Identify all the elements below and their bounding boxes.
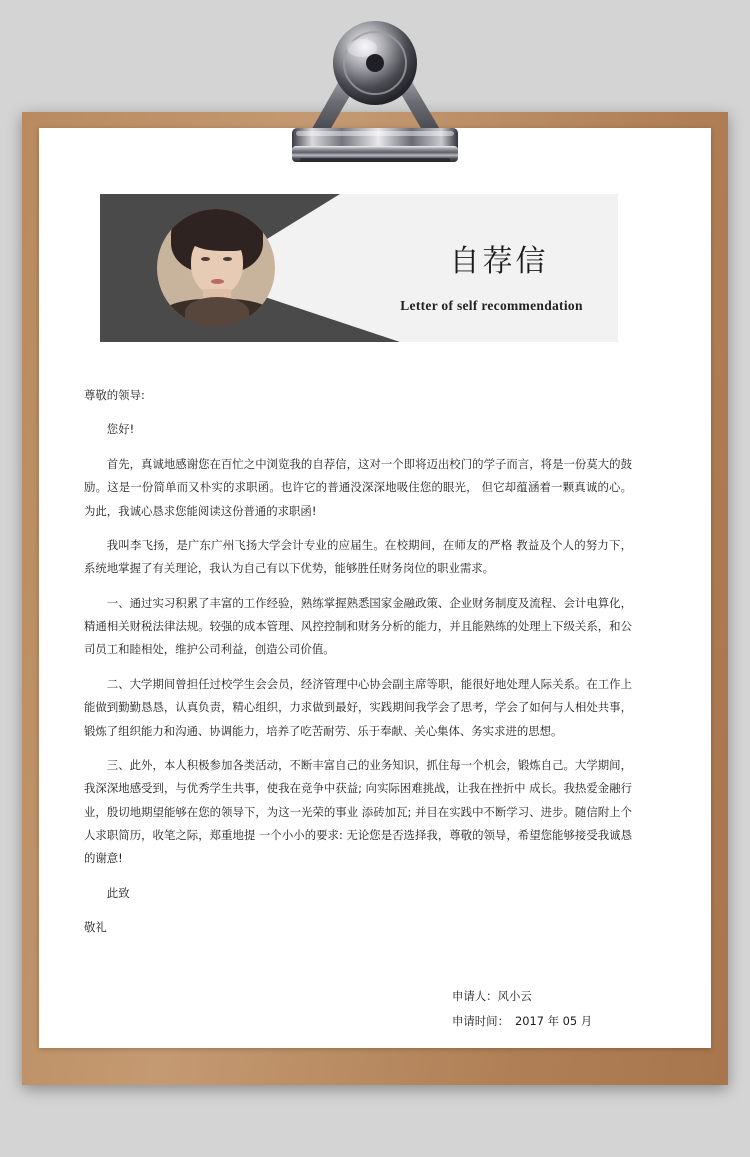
portrait-lips [211, 279, 224, 284]
applicant-line [452, 984, 652, 1009]
clipboard-board [22, 112, 728, 1085]
date-label: 申请时间： [452, 1014, 509, 1029]
letter-body [84, 384, 632, 951]
letter-paragraph-1: 首先，真诚地感谢您在百忙之中浏览我的自荐信，这对一个即将迈出校门的学子而言，将是一份莫大的鼓励。这是一份简单而又朴实的求职函。也许它的普通没深深地吸住您的眼光， 但它却蕴涵着一颗真诚的心。为此，我诚心恳求您能阅读这份普通的求职函! [84, 456, 632, 518]
portrait-eye-right [223, 257, 232, 261]
letter-closing-1: 此致 [106, 885, 130, 900]
letter-paragraph-3: 一、通过实习积累了丰富的工作经验，熟练掌握熟悉国家金融政策、企业财务制度及流程、会计电算化，精通相关财税法律法规。较强的成本管理、风控控制和财务分析的能力，并且能熟练的处理上下级关系，和公司员工和睦相处，维护公司利益，创造公司价值。 [84, 595, 632, 657]
date-line [452, 1009, 652, 1034]
letter-paragraph-4: 二、大学期间曾担任过校学生会会员，经济管理中心协会副主席等职，能很好地处理人际关系。在工作上能做到勤勤恳恳，认真负责，精心组织，力求做到最好，实践期间我学会了思考，学会了如何与人相处共事，锻炼了组织能力和沟通、协调能力，培养了吃苦耐劳、乐于奉献、关心集体、务实求进的思想。 [84, 676, 632, 738]
portrait-scarf [185, 297, 249, 327]
signature-block [452, 984, 652, 1034]
applicant-portrait-photo [157, 209, 275, 327]
document-subtitle: Letter of self recommendation [400, 298, 583, 313]
document-header-band [100, 194, 618, 342]
letter-paragraph-5: 三、此外，本人积极参加各类活动，不断丰富自己的业务知识，抓住每一个机会，锻炼自己。大学期间，我深深地感受到，与优秀学生共事，使我在竞争中获益; 向实际困难挑战，让我在挫折中 成长。我热爱金融行业，殷切地期望能够在您的领导下，为这一光荣的事业 添砖加瓦; 并目在实践中不断学习、进步。随信附上个人求职简历，收笔之际，郑重地提 一个小小的要求: 无论您是否选择我，尊敬的领导，希望您能够接受我诚恳的谢意! [84, 757, 632, 866]
date-value: 2017 年 05 月 [514, 1014, 593, 1029]
applicant-name: 风小云 [497, 989, 532, 1003]
document-paper [39, 128, 711, 1048]
applicant-label: 申请人： [452, 989, 498, 1003]
portrait-eye-left [201, 257, 210, 261]
letter-salutation: 尊敬的领导: [84, 388, 145, 402]
letter-greeting: 您好! [106, 422, 135, 437]
letter-closing-2: 敬礼 [84, 920, 107, 935]
document-title: 自荐信 [449, 244, 549, 279]
letter-paragraph-2: 我叫李飞扬，是广东广州飞扬大学会计专业的应届生。在校期间，在师友的严格 教益及个人的努力下，系统地掌握了有关理论，我认为自己有以下优势，能够胜任财务岗位的职业需求。 [84, 537, 632, 576]
